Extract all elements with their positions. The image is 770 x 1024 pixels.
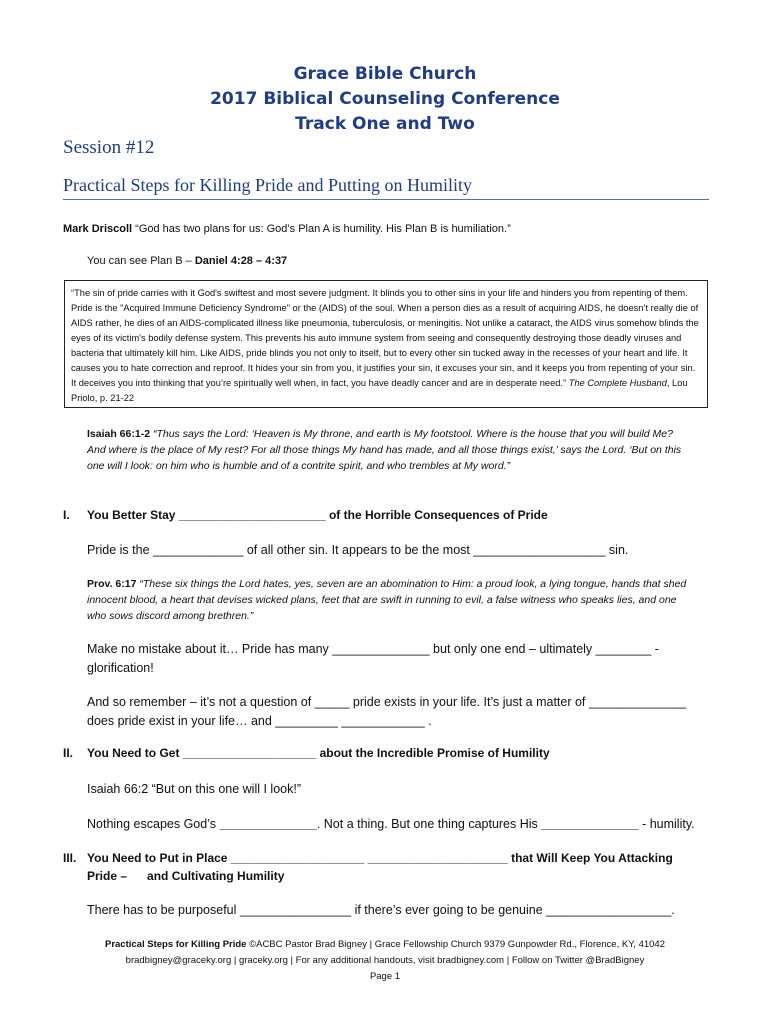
line-2-part-c: - humility. [638, 817, 695, 831]
isaiah-quote [87, 426, 687, 474]
section-2-line-2 [87, 815, 712, 834]
pride-quote-box [64, 280, 708, 408]
section-2-line-1: Isaiah 66:2 “But on this one will I look!” [87, 782, 302, 796]
footer-line-1 [0, 937, 770, 953]
title-rule [63, 199, 709, 200]
section-1-line-3: And so remember – it’s not a question of _____ pride exists in your life. It’s just a matter of ______________ does pride exist in your life… and _________ ____________ . [87, 695, 687, 728]
isaiah-ref: Isaiah 66:1-2 [87, 428, 151, 440]
footer-title: Practical Steps for Killing Pride [104, 939, 247, 950]
section-3-line-1: There has to be purposeful ________________ if there’s ever going to be genuine __________________. [87, 903, 675, 917]
section-2-numeral: II. [63, 746, 74, 760]
page-number: Page 1 [369, 971, 401, 982]
section-1-line-1: Pride is the _____________ of all other sin. It appears to be the most ___________________ sin. [87, 543, 629, 557]
section-1-numeral: I. [63, 508, 70, 522]
footer-line-2: bradbigney@graceky.org | graceky.org | For any additional handouts, visit bradbigney.com | Follow on Twitter @BradBigney [125, 955, 645, 966]
box-citation: , Lou Priolo, p. 21-22 [71, 378, 688, 403]
conference-title: 2017 Biblical Counseling Conference [210, 89, 560, 109]
session-subtitle: Practical Steps for Killing Pride and Putting on Humility [63, 175, 472, 195]
track-title: Track One and Two [295, 114, 475, 134]
quote-author: Mark Driscoll [63, 223, 133, 235]
blank-b: ______________ [541, 817, 639, 831]
church-name: Grace Bible Church [293, 64, 477, 84]
quote-text: “God has two plans for us: God’s Plan A is humility. His Plan B is humiliation.” [132, 223, 511, 235]
section-3-numeral: III. [63, 851, 77, 865]
section-3-heading-2: Pride – and Cultivating Humility [87, 869, 285, 883]
section-3-heading: You Need to Put in Place ____________________ _____________________ that Will Keep You Attacking [87, 851, 673, 865]
isaiah-text: “Thus says the Lord: ‘Heaven is My throne, and earth is My footstool. Where is the house that you will build Me? And where is the place of My rest? For all those things My hand has made, and all those things exist,’ says the Lord. ‘But on this one will I look: on him who is humble and of a contrite spirit, and who trembles at My word.” [87, 428, 682, 472]
plan-b-line [87, 253, 687, 269]
session-label: Session #12 [63, 137, 155, 158]
section-1-heading: You Better Stay ______________________ of the Horrible Consequences of Pride [87, 508, 548, 522]
line-2-part-b: . Not a thing. But one thing captures His [316, 817, 542, 831]
proverbs-quote [87, 576, 697, 624]
plan-b-ref: Daniel 4:28 – 4:37 [194, 255, 288, 267]
section-1-line-2: Make no mistake about it… Pride has many ______________ but only one end – ultimately ________ - glorification! [87, 642, 659, 675]
section-2-heading: You Need to Get ____________________ about the Incredible Promise of Humility [87, 746, 550, 760]
driscoll-quote [63, 221, 713, 237]
line-2-part-a: Nothing escapes God’s [87, 817, 220, 831]
box-book-title: The Complete Husband [568, 378, 667, 388]
proverbs-text: “These six things the Lord hates, yes, seven are an abomination to Him: a proud look, a lying tongue, hands that shed innocent blood, a heart that devises wicked plans, feet that are swift in running to evil, a false witness who speaks lies, and one who sows discord among brethren.” [87, 578, 687, 622]
plan-b-prefix: You can see Plan B – [87, 255, 195, 267]
proverbs-ref: Prov. 6:17 [87, 578, 137, 590]
footer-credit: ©ACBC Pastor Brad Bigney | Grace Fellowship Church 9379 Gunpowder Rd., Florence, KY, 41042 [246, 939, 666, 950]
blank-a: ______________ [219, 817, 317, 831]
box-quote-text: “The sin of pride carries with it God's swiftest and most severe judgment. It blinds you to other sins in your life and hinders you from repenting of them. Pride is the "Acquired Immune Deficiency Syndrome" or the (AIDS) of the soul. When a person dies as a result of acquiring AIDS, he doesn’t really die of AIDS rather, he dies of an AIDS-complicated illness like pneumonia, tuberculosis, or meningitis. Not unlike a cataract, the AIDS virus somehow blinds the eyes of its victim's bodily defense system. This prevents his auto immune system from seeing and consequently destroying those deadly viruses and bacteria that ultimately kill him. Like AIDS, pride blinds you not only to itself, but to every other sin tucked away in the recesses of your heart and life. It causes you to hate correction and reproof. It hides your sin from you, it justifies your sin, it excuses your sin, and it keeps you from repenting of your sin. It deceives you into thinking that you’re spiritually well when, in fact, you have deadly cancer and are in desperate need.” [71, 288, 699, 388]
